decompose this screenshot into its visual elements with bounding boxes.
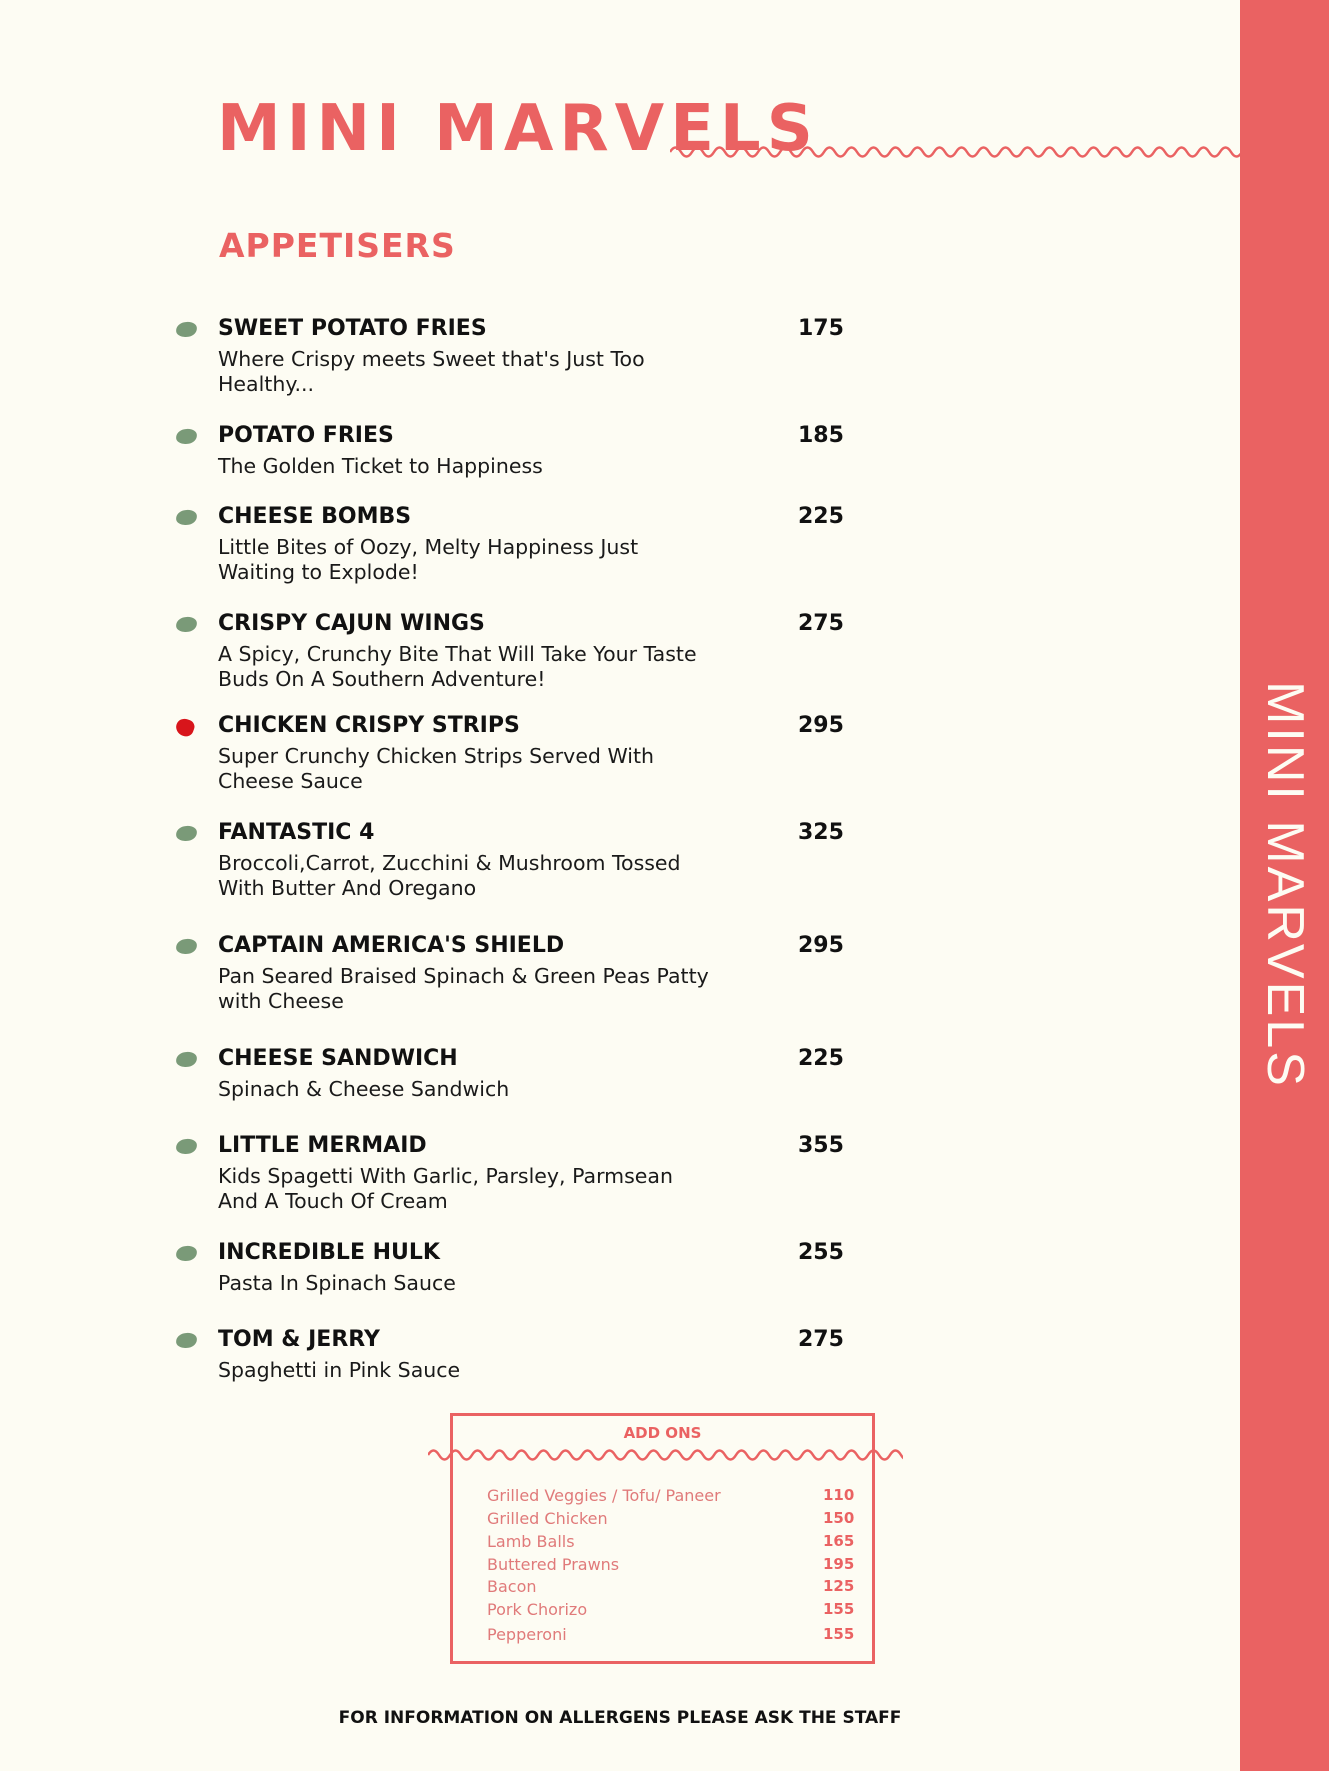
item-name: SWEET POTATO FRIES: [218, 316, 487, 341]
item-name: CHICKEN CRISPY STRIPS: [218, 713, 520, 738]
addon-price: 150: [823, 1509, 855, 1527]
item-description: Spinach & Cheese Sandwich: [218, 1077, 510, 1101]
title-wave-divider: [670, 140, 1240, 160]
item-description: Pasta In Spinach Sauce: [218, 1271, 456, 1295]
addon-name: Lamb Balls: [487, 1532, 575, 1551]
side-band: [1240, 0, 1329, 1771]
item-name: INCREDIBLE HULK: [218, 1240, 440, 1265]
item-price: 225: [798, 504, 844, 529]
item-description: Broccoli,Carrot, Zucchini & Mushroom Tossed With Butter And Oregano: [218, 851, 681, 900]
item-price: 355: [798, 1133, 844, 1158]
item-price: 295: [798, 713, 844, 738]
veg-indicator-icon: [175, 321, 198, 339]
item-price: 185: [798, 423, 844, 448]
item-price: 255: [798, 1240, 844, 1265]
veg-indicator-icon: [175, 1332, 198, 1350]
veg-indicator-icon: [175, 509, 198, 527]
item-description: Little Bites of Oozy, Melty Happiness Just Waiting to Explode!: [218, 535, 639, 584]
veg-indicator-icon: [175, 1138, 198, 1156]
item-description: Spaghetti in Pink Sauce: [218, 1358, 461, 1382]
item-name: CRISPY CAJUN WINGS: [218, 611, 485, 636]
item-name: CHEESE BOMBS: [218, 504, 412, 529]
item-name: LITTLE MERMAID: [218, 1133, 427, 1158]
addon-row: [487, 1600, 855, 1622]
addon-row: [487, 1532, 855, 1554]
addon-name: Pepperoni: [487, 1625, 567, 1644]
addon-price: 110: [823, 1486, 855, 1504]
item-description: Where Crispy meets Sweet that's Just Too Healthy...: [218, 347, 645, 396]
addon-price: 195: [823, 1555, 855, 1573]
item-price: 225: [798, 1046, 844, 1071]
addon-price: 125: [823, 1577, 855, 1595]
item-name: FANTASTIC 4: [218, 820, 375, 845]
item-price: 175: [798, 316, 844, 341]
item-description: Kids Spagetti With Garlic, Parsley, Parmsean And A Touch Of Cream: [218, 1164, 673, 1213]
item-name: CAPTAIN AMERICA'S SHIELD: [218, 933, 565, 958]
veg-indicator-icon: [175, 616, 198, 634]
addon-name: Grilled Veggies / Tofu/ Paneer: [487, 1486, 721, 1505]
item-name: TOM & JERRY: [218, 1327, 380, 1352]
veg-indicator-icon: [175, 1245, 198, 1263]
side-title: MINI MARVELS: [1255, 681, 1314, 1089]
addon-row: [487, 1625, 855, 1647]
item-description: Pan Seared Braised Spinach & Green Peas Patty with Cheese: [218, 964, 709, 1013]
addon-name: Grilled Chicken: [487, 1509, 608, 1528]
addons-wave-divider: [428, 1444, 903, 1464]
addon-row: [487, 1555, 855, 1577]
item-price: 275: [798, 1327, 844, 1352]
veg-indicator-icon: [175, 825, 198, 843]
section-title: APPETISERS: [219, 226, 456, 265]
page-title: MINI MARVELS: [217, 92, 819, 166]
addons-title: ADD ONS: [623, 1424, 702, 1442]
veg-indicator-icon: [175, 428, 198, 446]
veg-indicator-icon: [175, 1051, 198, 1069]
addon-name: Bacon: [487, 1577, 537, 1596]
item-price: 275: [798, 611, 844, 636]
item-description: A Spicy, Crunchy Bite That Will Take Your Taste Buds On A Southern Adventure!: [218, 642, 697, 691]
item-description: Super Crunchy Chicken Strips Served With Cheese Sauce: [218, 744, 655, 793]
addon-row: [487, 1509, 855, 1531]
addon-name: Pork Chorizo: [487, 1600, 588, 1619]
addon-price: 155: [823, 1600, 855, 1618]
item-price: 325: [798, 820, 844, 845]
item-description: The Golden Ticket to Happiness: [218, 454, 543, 478]
allergen-note: FOR INFORMATION ON ALLERGENS PLEASE ASK THE STAFF: [338, 1708, 902, 1728]
addon-price: 165: [823, 1532, 855, 1550]
veg-indicator-icon: [175, 938, 198, 956]
addon-price: 155: [823, 1625, 855, 1643]
item-price: 295: [798, 933, 844, 958]
item-name: CHEESE SANDWICH: [218, 1046, 458, 1071]
addon-row: [487, 1486, 855, 1508]
non-veg-indicator-icon: [174, 716, 197, 738]
addon-row: [487, 1577, 855, 1599]
item-name: POTATO FRIES: [218, 423, 394, 448]
addon-name: Buttered Prawns: [487, 1555, 620, 1574]
